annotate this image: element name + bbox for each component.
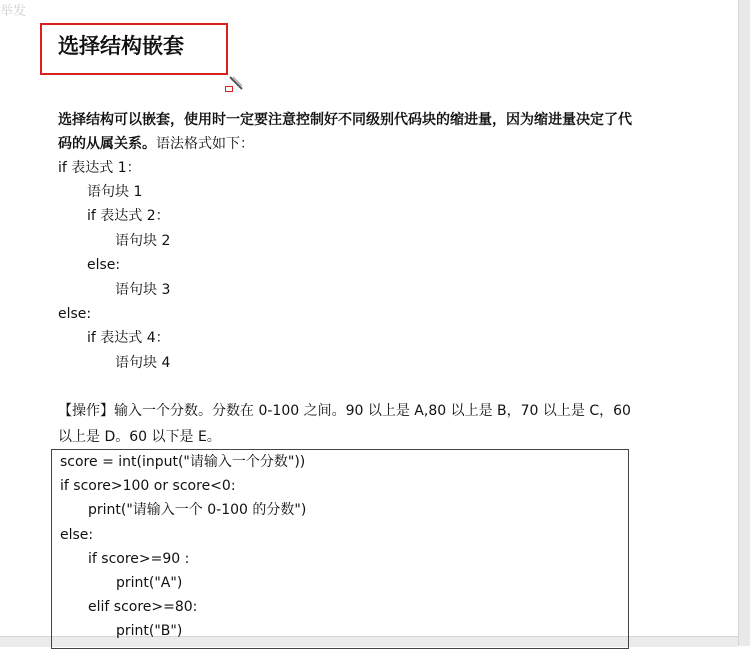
exercise-text-line: 【操作】输入一个分数。分数在 0-100 之间。90 以上是 A,80 以上是 B，70 以上是 C，60 xyxy=(58,403,631,419)
code-line: else: xyxy=(60,527,94,543)
code-line: score = int(input("请输入一个分数")) xyxy=(60,454,306,470)
syntax-line: if 表达式 1： xyxy=(58,160,141,176)
anchor-marker xyxy=(225,86,233,92)
syntax-line: 语句块 2 xyxy=(115,233,171,249)
code-line: if score>100 or score<0: xyxy=(60,478,236,494)
watermark-text: 举发 xyxy=(0,4,27,19)
syntax-line: 语句块 3 xyxy=(115,282,171,298)
code-line: if score>=90 : xyxy=(88,551,190,567)
code-line: print("B") xyxy=(116,623,183,639)
exercise-text-line: 以上是 D。60 以下是 E。 xyxy=(58,429,221,445)
syntax-line: else: xyxy=(87,257,121,273)
syntax-line: if 表达式 4： xyxy=(87,330,170,346)
intro-bold-text: 选择结构可以嵌套，使用时一定要注意控制好不同级别代码块的缩进量，因为缩进量决定了代码的从属关系。 xyxy=(58,112,632,152)
code-line: print("请输入一个 0-100 的分数") xyxy=(88,502,307,518)
code-line: elif score>=80: xyxy=(88,599,198,615)
syntax-line: else: xyxy=(58,306,92,322)
syntax-line: 语句块 4 xyxy=(115,355,171,371)
syntax-line: if 表达式 2： xyxy=(87,208,170,224)
intro-paragraph xyxy=(58,108,638,156)
intro-normal-text: 语法格式如下： xyxy=(156,136,254,152)
code-line: print("A") xyxy=(116,575,183,591)
page-title: 选择结构嵌套 xyxy=(58,34,184,58)
syntax-line: 语句块 1 xyxy=(87,184,143,200)
page-edge xyxy=(738,0,750,646)
